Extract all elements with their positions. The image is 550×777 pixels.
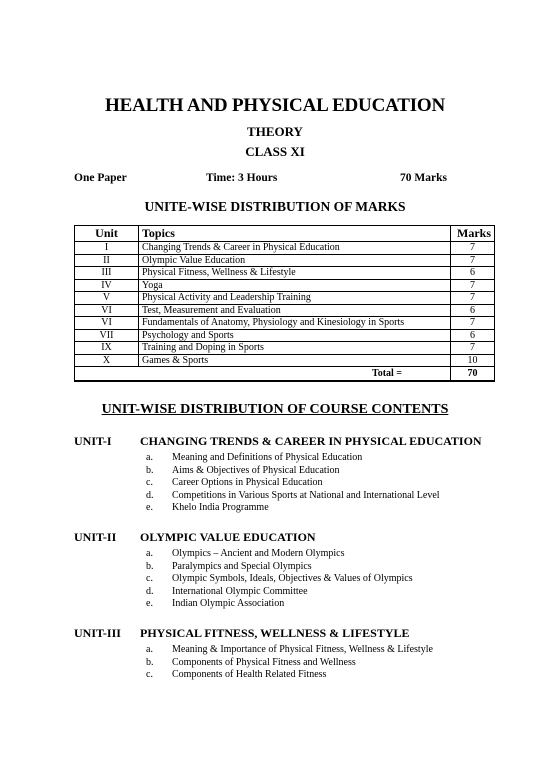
cell-marks: 7 <box>451 292 495 305</box>
list-item <box>74 669 514 682</box>
item-letter: b. <box>146 656 154 668</box>
cell-unit: II <box>75 254 139 267</box>
marks-distribution-heading: UNITE-WISE DISTRIBUTION OF MARKS <box>144 199 406 214</box>
table-row <box>75 267 495 280</box>
item-text: Olympic Symbols, Ideals, Objectives & Values of Olympics <box>172 573 413 584</box>
unit-topic-list <box>74 548 514 611</box>
info-paper: One Paper <box>74 172 127 184</box>
marks-table-body <box>75 242 495 382</box>
item-letter: e. <box>146 502 153 513</box>
item-letter: b. <box>146 560 154 572</box>
item-letter: a. <box>146 452 153 463</box>
item-text: Components of Health Related Fitness <box>172 669 327 680</box>
list-item <box>74 502 514 515</box>
unit-header <box>74 626 514 642</box>
list-item <box>74 573 514 586</box>
list-item <box>74 644 514 657</box>
info-time: Time: 3 Hours <box>206 172 278 184</box>
list-item <box>74 548 514 561</box>
cell-topic: Training and Doping in Sports <box>139 342 451 355</box>
cell-topic: Fundamentals of Anatomy, Physiology and Kinesiology in Sports <box>139 317 451 330</box>
info-marks: 70 Marks <box>400 172 447 184</box>
item-text: Paralympics and Special Olympics <box>172 560 312 572</box>
item-letter: e. <box>146 598 153 609</box>
cell-topic: Physical Activity and Leadership Training <box>139 292 451 305</box>
column-header-topics: Topics <box>139 226 451 242</box>
total-value: 70 <box>451 367 495 382</box>
marks-table-header-row <box>75 226 495 242</box>
item-letter: c. <box>146 573 153 584</box>
subtitle-class: CLASS XI <box>245 144 305 159</box>
item-text: Career Options in Physical Education <box>172 477 323 488</box>
list-item <box>74 598 514 611</box>
cell-unit: VI <box>75 304 139 317</box>
unit-section <box>74 626 514 680</box>
list-item <box>74 452 514 465</box>
table-row <box>75 317 495 330</box>
item-letter: a. <box>146 548 153 559</box>
unit-header <box>74 530 514 546</box>
cell-unit: X <box>75 354 139 367</box>
item-text: Components of Physical Fitness and Wellness <box>172 656 356 668</box>
item-letter: c. <box>146 477 153 488</box>
cell-topic: Psychology and Sports <box>139 329 451 342</box>
cell-topic: Yoga <box>139 279 451 292</box>
column-header-marks: Marks <box>451 226 495 242</box>
cell-marks: 7 <box>451 242 495 255</box>
unit-number: UNIT-III <box>74 626 121 640</box>
cell-topic: Olympic Value Education <box>139 254 451 267</box>
table-row <box>75 254 495 267</box>
table-row <box>75 279 495 292</box>
unit-section <box>74 434 514 513</box>
list-item <box>74 561 514 574</box>
cell-unit: IV <box>75 279 139 292</box>
cell-topic: Changing Trends & Career in Physical Education <box>139 242 451 255</box>
cell-unit: V <box>75 292 139 305</box>
cell-marks: 7 <box>451 317 495 330</box>
list-item <box>74 586 514 599</box>
item-text: Meaning and Definitions of Physical Education <box>172 452 363 463</box>
column-header-unit: Unit <box>75 226 139 242</box>
table-row <box>75 292 495 305</box>
item-text: Aims & Objectives of Physical Education <box>172 464 340 476</box>
unit-topic-list <box>74 452 514 515</box>
cell-marks: 6 <box>451 304 495 317</box>
item-letter: c. <box>146 669 153 680</box>
subtitle-theory: THEORY <box>247 124 303 139</box>
cell-topic: Test, Measurement and Evaluation <box>139 304 451 317</box>
table-row <box>75 342 495 355</box>
item-letter: a. <box>146 644 153 655</box>
cell-unit: I <box>75 242 139 255</box>
table-row <box>75 242 495 255</box>
table-row <box>75 329 495 342</box>
list-item <box>74 465 514 478</box>
table-row <box>75 304 495 317</box>
cell-unit: IX <box>75 342 139 355</box>
cell-topic: Games & Sports <box>139 354 451 367</box>
cell-marks: 7 <box>451 342 495 355</box>
cell-topic: Physical Fitness, Wellness & Lifestyle <box>139 267 451 280</box>
unit-number: UNIT-I <box>74 434 112 448</box>
course-contents-heading: UNIT-WISE DISTRIBUTION OF COURSE CONTENTS <box>101 402 449 417</box>
table-row <box>75 354 495 367</box>
item-letter: d. <box>146 489 154 501</box>
unit-topic-list <box>74 644 514 682</box>
cell-marks: 7 <box>451 279 495 292</box>
unit-number: UNIT-II <box>74 530 117 544</box>
item-text: Competitions in Various Sports at National and International Level <box>172 489 440 501</box>
total-row <box>75 367 495 382</box>
unit-header <box>74 434 514 450</box>
unit-section <box>74 530 514 609</box>
item-letter: b. <box>146 464 154 476</box>
unit-title: PHYSICAL FITNESS, WELLNESS & LIFESTYLE <box>140 626 410 640</box>
cell-marks: 7 <box>451 254 495 267</box>
item-text: International Olympic Committee <box>172 585 308 597</box>
item-text: Indian Olympic Association <box>172 598 285 609</box>
item-text: Meaning & Importance of Physical Fitness, Wellness & Lifestyle <box>172 644 433 655</box>
item-text: Olympics – Ancient and Modern Olympics <box>172 548 345 559</box>
total-label: Total = <box>75 367 451 382</box>
document-title: HEALTH AND PHYSICAL EDUCATION <box>105 95 445 116</box>
cell-marks: 10 <box>451 354 495 367</box>
item-text: Khelo India Programme <box>172 502 269 513</box>
list-item <box>74 490 514 503</box>
list-item <box>74 657 514 670</box>
item-letter: d. <box>146 585 154 597</box>
cell-unit: VI <box>75 317 139 330</box>
cell-marks: 6 <box>451 267 495 280</box>
marks-table <box>74 225 495 382</box>
cell-marks: 6 <box>451 329 495 342</box>
unit-title: OLYMPIC VALUE EDUCATION <box>140 530 316 544</box>
cell-unit: VII <box>75 329 139 342</box>
list-item <box>74 477 514 490</box>
unit-title: CHANGING TRENDS & CAREER IN PHYSICAL EDUCATION <box>140 434 482 448</box>
cell-unit: III <box>75 267 139 280</box>
